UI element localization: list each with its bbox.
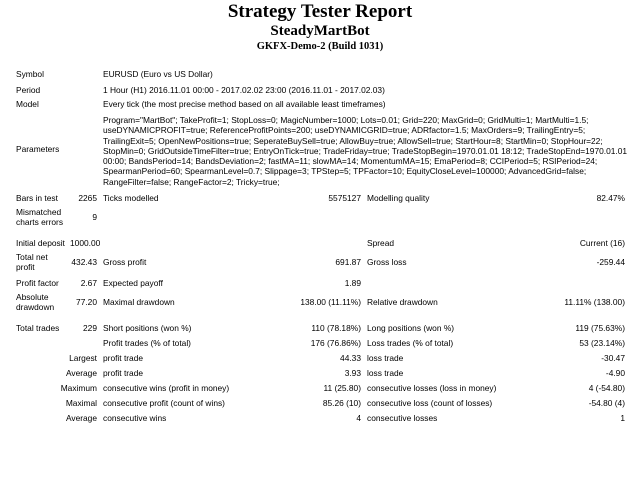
maximal-drawdown-value: 138.00 (11.11%)	[300, 297, 361, 307]
average-consecutive-wins-value: 4	[356, 413, 361, 423]
expert-name: SteadyMartBot	[270, 23, 370, 39]
quality-value: 82.47%	[596, 193, 625, 203]
bars-label: Bars in test	[16, 193, 58, 203]
average-profit-label: profit trade	[103, 368, 144, 378]
profit-trades-label: Profit trades (% of total)	[103, 338, 191, 348]
average-loss-label: loss trade	[367, 368, 404, 378]
parameters-value: Program="MartBot"; TakeProfit=1; StopLoss=0; MagicNumber=1000; Lots=0.01; Grid=220; MaxGrid=0; GridMulti=1; MartMulti=1.5; useDYNAMICPROFIT=true; ReferenceProfitPoints=200; useDYNAMICGRID=true; ADRfactor=1.5; MaxOrders=9; TrailingEntry=5; TrailingExit=5; OpenNewPositions=true; SeperateBuySell=true; AllowBuy=true; AllowSell=true; StartHour=8; StartMin=0; StopHour=22; StopMin=0; GridOutsideTimeFilter=true; EntryOnTick=true; TradeFriday=true; TradeStopBegin=1970.01.01 18:12; TradeStopEnd=1970.01.01 00:00; BandsPeriod=14; BandsDeviation=2; fastMA=11; slowMA=14; MomentumMA=15; EmaPeriod=8; CCIPeriod=5; RSIPeriod=24; SpearmanPeriod=60; SpearmanLevel=0.7; Slippage=3; TPStep=5; TPFactor=10; EquityCloseLevel=100000; AdvancedGrid=false; RangeFilter=false; RangeFactor=2; Tricky=true;	[103, 115, 628, 187]
expected-payoff-value: 1.89	[344, 278, 361, 288]
largest-loss-label: loss trade	[367, 353, 404, 363]
spread-value: Current (16)	[579, 238, 625, 248]
max-consecutive-profit-label: consecutive profit (count of wins)	[103, 398, 225, 408]
profit-factor-value: 2.67	[80, 278, 97, 288]
largest-profit-value: 44.33	[340, 353, 361, 363]
profit-factor-label: Profit factor	[16, 278, 59, 288]
relative-drawdown-value: 11.11% (138.00)	[564, 297, 625, 307]
max-consecutive-wins-label: consecutive wins (profit in money)	[103, 383, 230, 393]
max-consecutive-losses-value: 4 (-54.80)	[588, 383, 625, 393]
max-consecutive-profit-value: 85.26 (10)	[322, 398, 361, 408]
max-consecutive-losses-label: consecutive losses (loss in money)	[367, 383, 497, 393]
gross-loss-label: Gross loss	[367, 257, 407, 267]
average-consecutive-wins-label: consecutive wins	[103, 413, 167, 423]
loss-trades-value: 53 (23.14%)	[579, 338, 625, 348]
net-profit-value: 432.43	[71, 257, 97, 267]
model-value: Every tick (the most precise method based on all available least timeframes)	[103, 99, 386, 109]
model-label: Model	[16, 99, 39, 109]
bars-value: 2265	[78, 193, 97, 203]
maximum-label: Maximum	[60, 383, 97, 393]
mismatch-value: 9	[92, 212, 97, 222]
deposit-value: 1000.00	[70, 238, 101, 248]
gross-loss-value: -259.44	[596, 257, 625, 267]
parameters-label: Parameters	[16, 144, 60, 154]
relative-drawdown-label: Relative drawdown	[367, 297, 438, 307]
average-label: Average	[65, 368, 97, 378]
short-positions-label: Short positions (won %)	[103, 323, 192, 333]
symbol-value: EURUSD (Euro vs US Dollar)	[103, 69, 213, 79]
server-build: GKFX-Demo-2 (Build 1031)	[256, 41, 384, 52]
short-positions-value: 110 (78.18%)	[311, 323, 361, 333]
loss-trades-label: Loss trades (% of total)	[367, 338, 454, 348]
gross-profit-value: 691.87	[335, 257, 361, 267]
total-trades-value: 229	[83, 323, 97, 333]
largest-label: Largest	[69, 353, 97, 363]
max-consecutive-loss-label: consecutive loss (count of losses)	[367, 398, 493, 408]
largest-loss-value: -30.47	[601, 353, 625, 363]
mismatch-label: Mismatched charts errors	[16, 207, 64, 227]
largest-profit-label: profit trade	[103, 353, 144, 363]
average-profit-value: 3.93	[344, 368, 361, 378]
gross-profit-label: Gross profit	[103, 257, 147, 267]
ticks-value: 5575127	[328, 193, 361, 203]
average-consecutive-losses-label: consecutive losses	[367, 413, 438, 423]
profit-trades-value: 176 (76.86%)	[310, 338, 361, 348]
total-trades-label: Total trades	[16, 323, 60, 333]
period-label: Period	[16, 85, 41, 95]
period-value: 1 Hour (H1) 2016.11.01 00:00 - 2017.02.02 23:00 (2016.11.01 - 2017.02.03)	[103, 85, 385, 95]
maximal-drawdown-label: Maximal drawdown	[103, 297, 175, 307]
symbol-label: Symbol	[16, 69, 44, 79]
ticks-label: Ticks modelled	[103, 193, 159, 203]
deposit-label: Initial deposit	[16, 238, 65, 248]
absolute-drawdown-value: 77.20	[76, 297, 97, 307]
spread-label: Spread	[367, 238, 395, 248]
average-loss-value: -4.90	[605, 368, 625, 378]
long-positions-label: Long positions (won %)	[367, 323, 455, 333]
maximal-label: Maximal	[65, 398, 97, 408]
max-consecutive-loss-value: -54.80 (4)	[588, 398, 625, 408]
report-title: Strategy Tester Report	[227, 1, 413, 22]
average-consecutive-losses-value: 1	[620, 413, 625, 423]
net-profit-label: Total net profit	[16, 252, 48, 272]
quality-label: Modelling quality	[367, 193, 430, 203]
max-consecutive-wins-value: 11 (25.80)	[323, 383, 361, 393]
absolute-drawdown-label: Absolute drawdown	[16, 292, 55, 312]
expected-payoff-label: Expected payoff	[103, 278, 163, 288]
long-positions-value: 119 (75.63%)	[575, 323, 625, 333]
average-consecutive-label: Average	[65, 413, 97, 423]
